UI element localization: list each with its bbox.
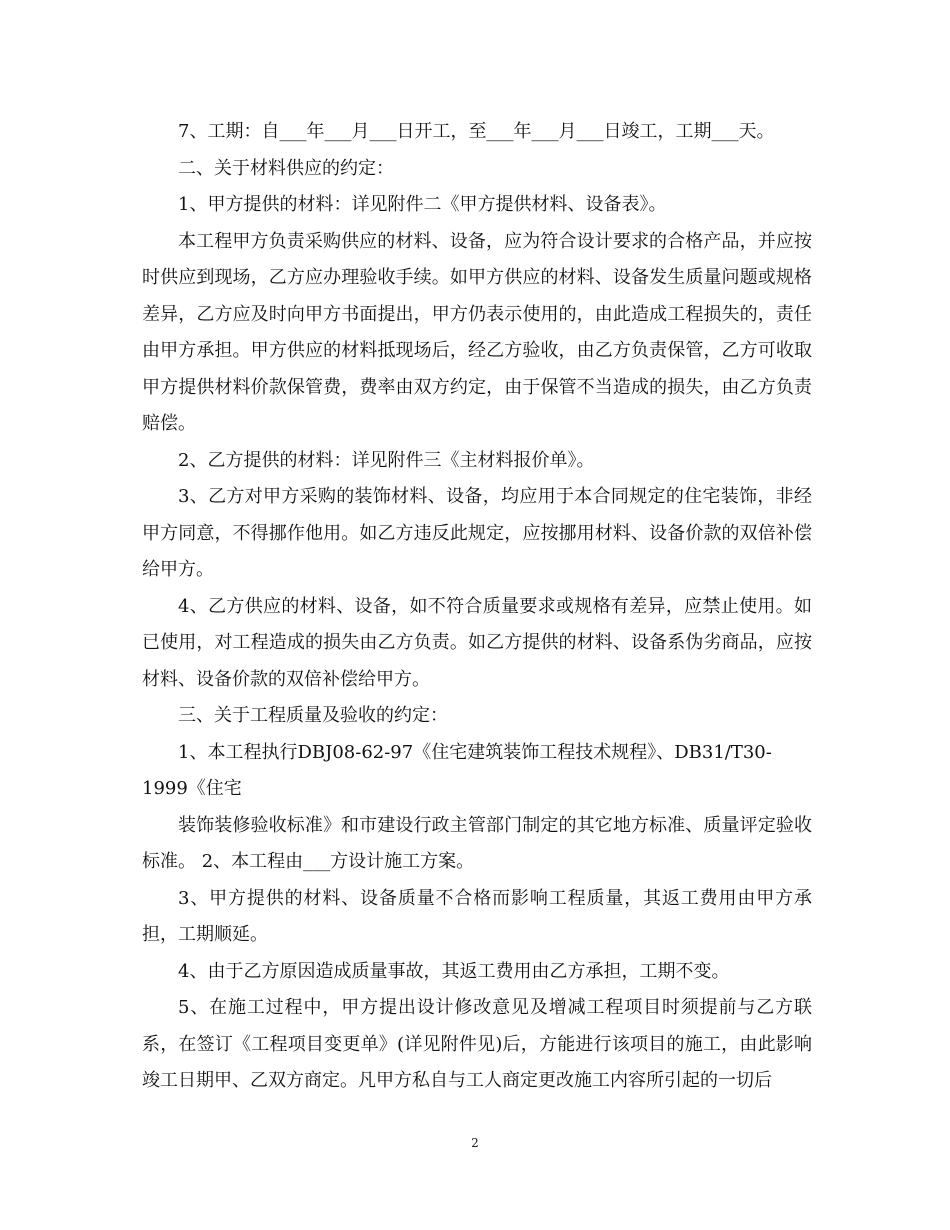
paragraph-standards-line3: 装饰装修验收标准》和市建设行政主管部门制定的其它地方标准、质量评定验收标准。 2、本工程由___方设计施工方案。: [142, 814, 812, 872]
paragraph-construction-period: 7、工期：自___年___月___日开工，至___年___月___日竣工，工期___天。: [178, 121, 775, 142]
paragraph-standards-line2: 1999《住宅: [142, 778, 242, 799]
paragraph-party-a-procurement: 本工程甲方负责采购供应的材料、设备，应为符合设计要求的合格产品，并应按时供应到现场，乙方应办理验收手续。如甲方供应的材料、设备发生质量问题或规格差异，乙方应及时向甲方书面提出，甲方仍表示使用的，由此造成工程损失的，责任由甲方承担。甲方供应的材料抵现场后，经乙方验收，由乙方负责保管，乙方可收取甲方提供材料价款保管费，费率由双方约定，由于保管不当造成的损失，由乙方负责赔偿。: [142, 230, 812, 434]
paragraph-party-a-defect: 3、甲方提供的材料、设备质量不合格而影响工程质量，其返工费用由甲方承担，工期顺延。: [142, 887, 812, 945]
page-number: 2: [471, 1136, 479, 1150]
heading-material-supply: 二、关于材料供应的约定：: [178, 157, 394, 179]
document-body: [142, 114, 812, 1100]
paragraph-party-b-supply-quality: 4、乙方供应的材料、设备，如不符合质量要求或规格有差异，应禁止使用。如已使用，对工程造成的损失由乙方负责。如乙方提供的材料、设备系伪劣商品，应按材料、设备价款的双倍补偿给甲方。: [142, 595, 812, 690]
paragraph-material-usage: 3、乙方对甲方采购的装饰材料、设备，均应用于本合同规定的住宅装饰，非经甲方同意，不得挪作他用。如乙方违反此规定，应按挪用材料、设备价款的双倍补偿给甲方。: [142, 486, 812, 580]
paragraph-design-changes: 5、在施工过程中，甲方提出设计修改意见及增减工程项目时须提前与乙方联系，在签订《工程项目变更单》(详见附件见)后，方能进行该项目的施工，由此影响竣工日期甲、乙双方商定。凡甲方私自与工人商定更改施工内容所引起的一切后: [142, 997, 812, 1091]
paragraph-party-b-accident: 4、由于乙方原因造成质量事故，其返工费用由乙方承担，工期不变。: [178, 960, 730, 982]
paragraph-party-a-materials: 1、甲方提供的材料：详见附件二《甲方提供材料、设备表》。: [178, 194, 667, 215]
heading-quality-acceptance: 三、关于工程质量及验收的约定：: [178, 705, 448, 726]
paragraph-standards-line1: 1、本工程执行DBJ08-62-97《住宅建筑装饰工程技术规程》、DB31/T30-: [178, 741, 772, 763]
paragraph-party-b-materials: 2、乙方提供的材料：详见附件三《主材料报价单》。: [178, 449, 595, 471]
